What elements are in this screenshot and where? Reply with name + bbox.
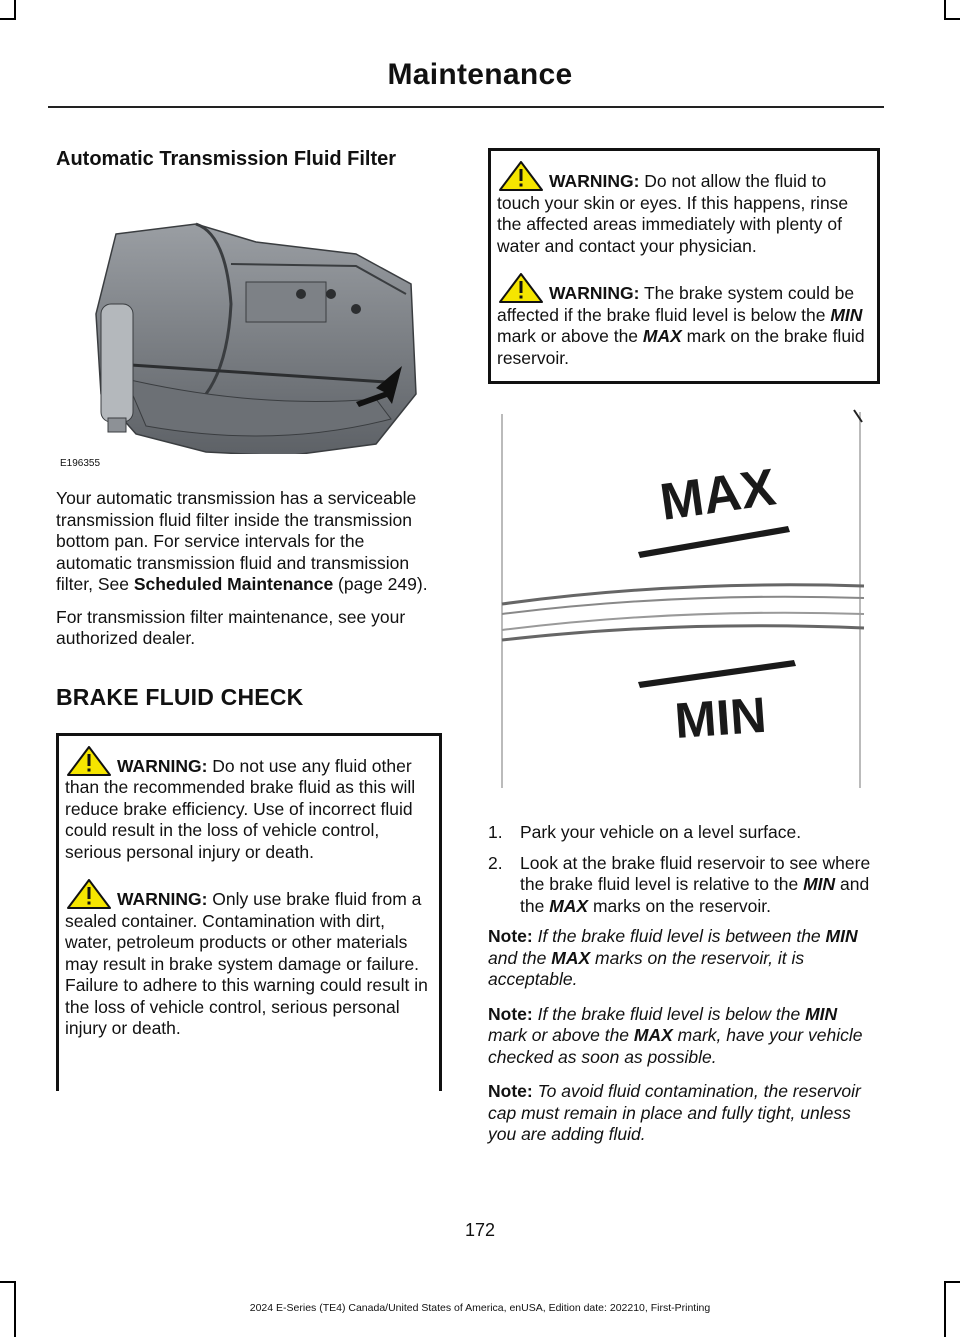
crop-mark bbox=[944, 1281, 960, 1283]
warning-triangle-icon bbox=[499, 161, 543, 191]
header-divider bbox=[48, 106, 884, 108]
warning-item: WARNING: Only use brake fluid from a sealed container. Contamination with dirt, water, petroleum products or other materials may result in brake system damage or failure. Failure to adhere to this warning could result in the loss of vehicle control, serious personal injury or death. bbox=[65, 879, 431, 1040]
crop-mark bbox=[944, 18, 960, 20]
warning-triangle-icon bbox=[67, 879, 111, 909]
transmission-illustration bbox=[56, 194, 426, 454]
min-mark-label: MIN bbox=[672, 686, 769, 749]
warning-box bbox=[488, 148, 880, 384]
crop-mark bbox=[944, 0, 946, 20]
filter-dealer-paragraph: For transmission filter maintenance, see your authorized dealer. bbox=[56, 606, 406, 648]
steps-list bbox=[488, 822, 880, 917]
warning-item: WARNING: Do not allow the fluid to touch your skin or eyes. If this happens, rinse the affected areas immediately with plenty of water and contact your physician. bbox=[497, 161, 869, 257]
transmission-figure bbox=[56, 194, 426, 469]
note-item: Note: If the brake fluid level is below the MIN mark or above the MAX mark, have your vehicle checked as soon as possible. bbox=[488, 1003, 863, 1067]
list-item: 1. Park your vehicle on a level surface. bbox=[488, 822, 802, 842]
crop-mark bbox=[0, 18, 16, 20]
note-item: Note: If the brake fluid level is between the MIN and the MAX marks on the reservoir, it is acceptable. bbox=[488, 926, 858, 989]
figure-code: E196355 bbox=[60, 458, 101, 469]
scheduled-maintenance-link[interactable]: Scheduled Maintenance bbox=[133, 574, 334, 594]
page-number: 172 bbox=[464, 1220, 496, 1240]
footer-text: 2024 E-Series (TE4) Canada/United States of America, enUSA, Edition date: 202210, First-Printing bbox=[249, 1302, 711, 1314]
warning-item: WARNING: The brake system could be affected if the brake fluid level is below the MIN mark or above the MAX mark on the brake fluid reservoir. bbox=[497, 273, 869, 369]
warning-triangle-icon bbox=[499, 273, 543, 303]
crop-mark bbox=[14, 0, 16, 20]
crop-mark bbox=[0, 1281, 16, 1283]
right-column bbox=[488, 148, 880, 1159]
section-title: BRAKE FLUID CHECK bbox=[56, 683, 304, 710]
note-item: Note: To avoid fluid contamination, the reservoir cap must remain in place and fully tight, unless you are adding fluid. bbox=[488, 1081, 861, 1144]
reservoir-illustration bbox=[488, 408, 868, 794]
left-column bbox=[56, 148, 442, 1091]
warning-box bbox=[56, 733, 442, 1091]
list-item: 2. Look at the brake fluid reservoir to see where the brake fluid level is relative to the MIN and the MAX marks on the reservoir. bbox=[488, 852, 871, 916]
max-mark-label: MAX bbox=[656, 458, 780, 532]
warning-item: WARNING: Do not use any fluid other than the recommended brake fluid as this will reduce brake efficiency. Use of incorrect fluid could result in the loss of vehicle control, serious personal injury or death. bbox=[65, 746, 431, 864]
filter-paragraph: Your automatic transmission has a serviceable transmission fluid filter inside the transmission bottom pan. For service intervals for the automatic transmission fluid and transmission filter, See Scheduled Maintenance (page 249). bbox=[56, 488, 428, 594]
page-title: Maintenance bbox=[387, 58, 573, 91]
warning-triangle-icon bbox=[67, 746, 111, 776]
subsection-heading: Automatic Transmission Fluid Filter bbox=[56, 148, 397, 170]
reservoir-figure bbox=[488, 408, 868, 794]
